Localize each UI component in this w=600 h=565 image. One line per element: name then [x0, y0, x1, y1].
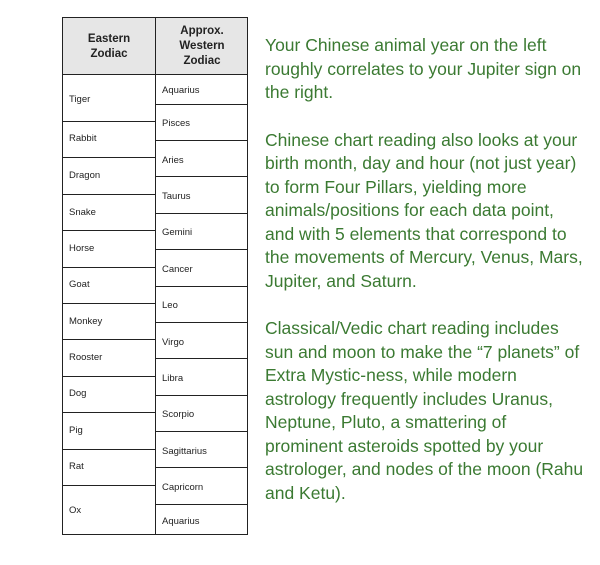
western-sign: Capricorn	[162, 482, 204, 493]
row-divider	[63, 485, 155, 486]
row-divider	[155, 249, 248, 250]
row-divider	[155, 358, 248, 359]
western-sign: Pisces	[162, 118, 190, 129]
western-sign: Aries	[162, 155, 184, 166]
paragraph-four-pillars: Chinese chart reading also looks at your birth month, day and hour (not just year) to form Four Pillars, yielding more animals/positions for each data point, and with 5 elements that correspond to the movements of Mercury, Venus, Mars, Jupiter, and Saturn.	[265, 129, 583, 291]
eastern-sign: Pig	[69, 425, 83, 436]
row-divider	[63, 412, 155, 413]
paragraph-jupiter: Your Chinese animal year on the left roughly correlates to your Jupiter sign on the right.	[265, 35, 582, 102]
row-divider	[63, 376, 155, 377]
western-sign: Libra	[162, 373, 184, 384]
eastern-sign: Rooster	[69, 352, 103, 363]
eastern-sign: Goat	[69, 279, 90, 290]
paragraph-vedic: Classical/Vedic chart reading includes sun and moon to make the “7 planets” of Extra Mystic-ness, while modern astrology frequently includes Uranus, Neptune, Pluto, a smattering of prominent asteroids spotted by your astrologer, and nodes of the moon (Rahu and Ketu).	[265, 318, 584, 503]
western-sign: Scorpio	[162, 409, 195, 420]
row-divider	[155, 395, 248, 396]
western-sign: Gemini	[162, 227, 193, 238]
header-western-zodiac: Approx. Western Zodiac	[179, 25, 225, 67]
western-sign: Cancer	[162, 264, 193, 275]
row-divider	[155, 286, 248, 287]
row-divider	[63, 339, 155, 340]
row-divider	[63, 449, 155, 450]
row-divider	[63, 194, 155, 195]
row-divider	[155, 176, 248, 177]
eastern-sign: Tiger	[69, 94, 91, 105]
western-sign: Virgo	[162, 337, 185, 348]
row-divider	[63, 230, 155, 231]
eastern-sign: Dragon	[69, 170, 101, 181]
explanation-text	[265, 34, 585, 529]
row-divider	[155, 104, 248, 105]
row-divider	[155, 213, 248, 214]
zodiac-table	[62, 17, 248, 535]
eastern-sign: Rat	[69, 461, 84, 472]
header-eastern-zodiac: Eastern Zodiac	[87, 32, 131, 60]
western-sign: Leo	[162, 300, 178, 311]
row-divider	[63, 157, 155, 158]
western-sign: Aquarius	[162, 85, 200, 96]
row-divider	[63, 121, 155, 122]
eastern-sign: Horse	[69, 243, 95, 254]
column-divider	[155, 18, 156, 534]
row-divider	[155, 140, 248, 141]
western-sign: Taurus	[162, 191, 191, 202]
row-divider	[63, 267, 155, 268]
row-divider	[155, 431, 248, 432]
row-divider	[155, 322, 248, 323]
row-divider	[155, 504, 248, 505]
eastern-sign: Monkey	[69, 316, 103, 327]
eastern-sign: Dog	[69, 388, 87, 399]
eastern-sign: Snake	[69, 207, 96, 218]
eastern-sign: Ox	[69, 505, 82, 516]
western-sign: Sagittarius	[162, 446, 207, 457]
eastern-sign: Rabbit	[69, 133, 97, 144]
row-divider	[155, 467, 248, 468]
western-sign: Aquarius	[162, 516, 200, 527]
row-divider	[63, 303, 155, 304]
